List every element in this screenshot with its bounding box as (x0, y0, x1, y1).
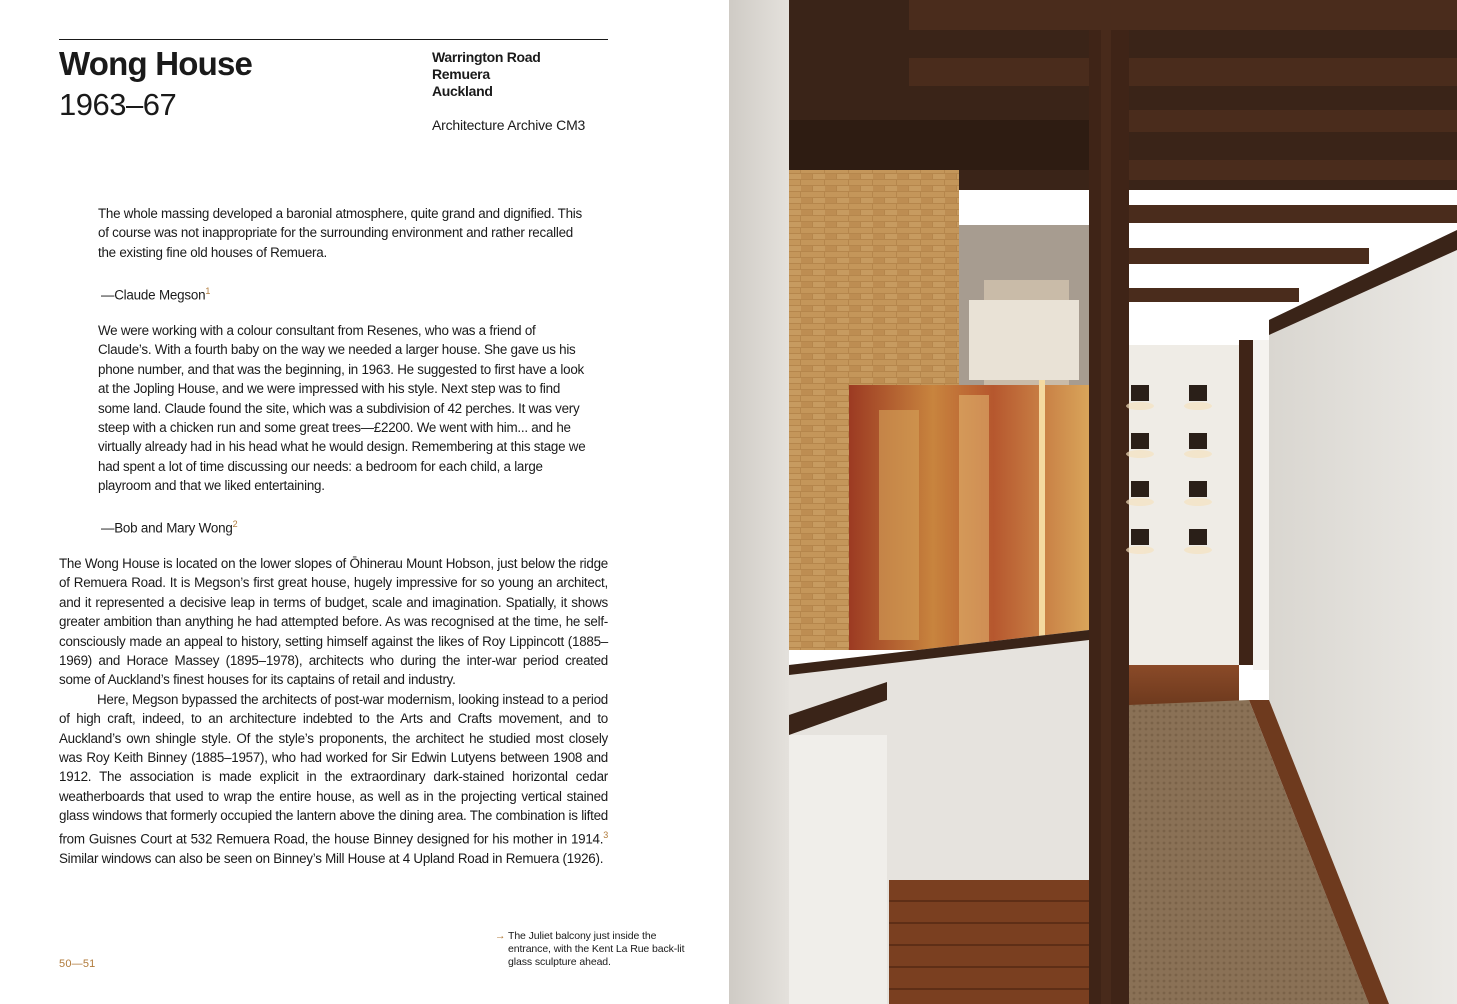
address-line: Remuera (432, 66, 490, 82)
quote-attribution (101, 282, 210, 305)
footnote-marker: 1 (205, 286, 211, 296)
address-line: Auckland (432, 83, 493, 99)
archive-reference: Architecture Archive CM3 (432, 117, 586, 133)
quote-megson: The whole massing developed a baronial atmosphere, quite grand and dignified. This of course was not inappropriate for the surrounding environment and rather recalled the existing fine old houses of Remuera. (98, 206, 582, 260)
arrow-right-icon: → (495, 930, 506, 942)
photo-illustration (729, 0, 1457, 1004)
body-paragraph: The Wong House is located on the lower slopes of Ōhinerau Mount Hobson, just below the ridge of Remuera Road. It is Megson’s first great house, hugely impressive for so young an architect, and it represented a decisive leap in terms of budget, scale and imagination. Spatially, it shows greater ambition than anything he had attempted before. As was recognised at the time, he self-consciously made an appeal to history, setting himself against the likes of Roy Lippincott (1885–1969) and Horace Massey (1895–1978), architects who during the inter-war period created some of Auckland’s finest houses for its captains of retail and industry. (59, 556, 608, 688)
photo-caption (495, 930, 685, 969)
interior-photograph (729, 0, 1457, 1004)
body-text (59, 554, 608, 868)
footnote-marker: 3 (603, 829, 608, 840)
address-line: Warrington Road (432, 49, 541, 65)
body-paragraph (59, 690, 608, 868)
house-title: Wong House (59, 45, 253, 82)
house-years: 1963–67 (59, 87, 177, 122)
caption-text: The Juliet balcony just inside the entrance, with the Kent La Rue back-lit glass sculpture ahead. (508, 930, 685, 968)
attribution-text: —Bob and Mary Wong (101, 520, 233, 536)
quote-attribution (101, 515, 237, 538)
paragraph-text: Here, Megson bypassed the architects of post-war modernism, looking instead to a period of high craft, indeed, to an architecture indebted to the Arts and Crafts movement, and to Auckland’s own shingle style. Of the style’s proponents, the architect he studied most closely was Roy Keith Binney (1885–1957), who had worked for Sir Edwin Lutyens between 1908 and 1912. The association is made explicit in the extraordinary dark-stained horizontal cedar weatherboards that used to wrap the entire house, as well as in the projecting vertical stained glass windows that formerly occupied the lantern above the dining area. The combination is lifted from Guisnes Court at 532 Remuera Road, the house Binney designed for his mother in 1914. (59, 691, 608, 847)
header-rule (59, 39, 608, 40)
quote-wong: We were working with a colour consultant from Resenes, who was a friend of Claude’s. With a fourth baby on the way we needed a larger house. She gave us his phone number, and that was the beginning, in 1963. He suggested to first have a look at the Jopling House, and we were impressed with his style. Next step was to find some land. Claude found the site, which was a subdivision of 42 perches. It was very steep with a chicken run and some great trees—£2200. We went with him... and he virtually already had in his head what he would design. Remembering at this stage we had spent a lot of time discussing our needs: a bedroom for each child, a large playroom and that we liked entertaining. (98, 323, 586, 494)
footnote-marker: 2 (232, 519, 238, 529)
paragraph-text: Similar windows can also be seen on Binney’s Mill House at 4 Upland Road in Remuera (1926). (59, 850, 604, 866)
attribution-text: —Claude Megson (101, 287, 206, 303)
address-block (432, 49, 541, 100)
page-numbers: 50—51 (59, 958, 96, 970)
